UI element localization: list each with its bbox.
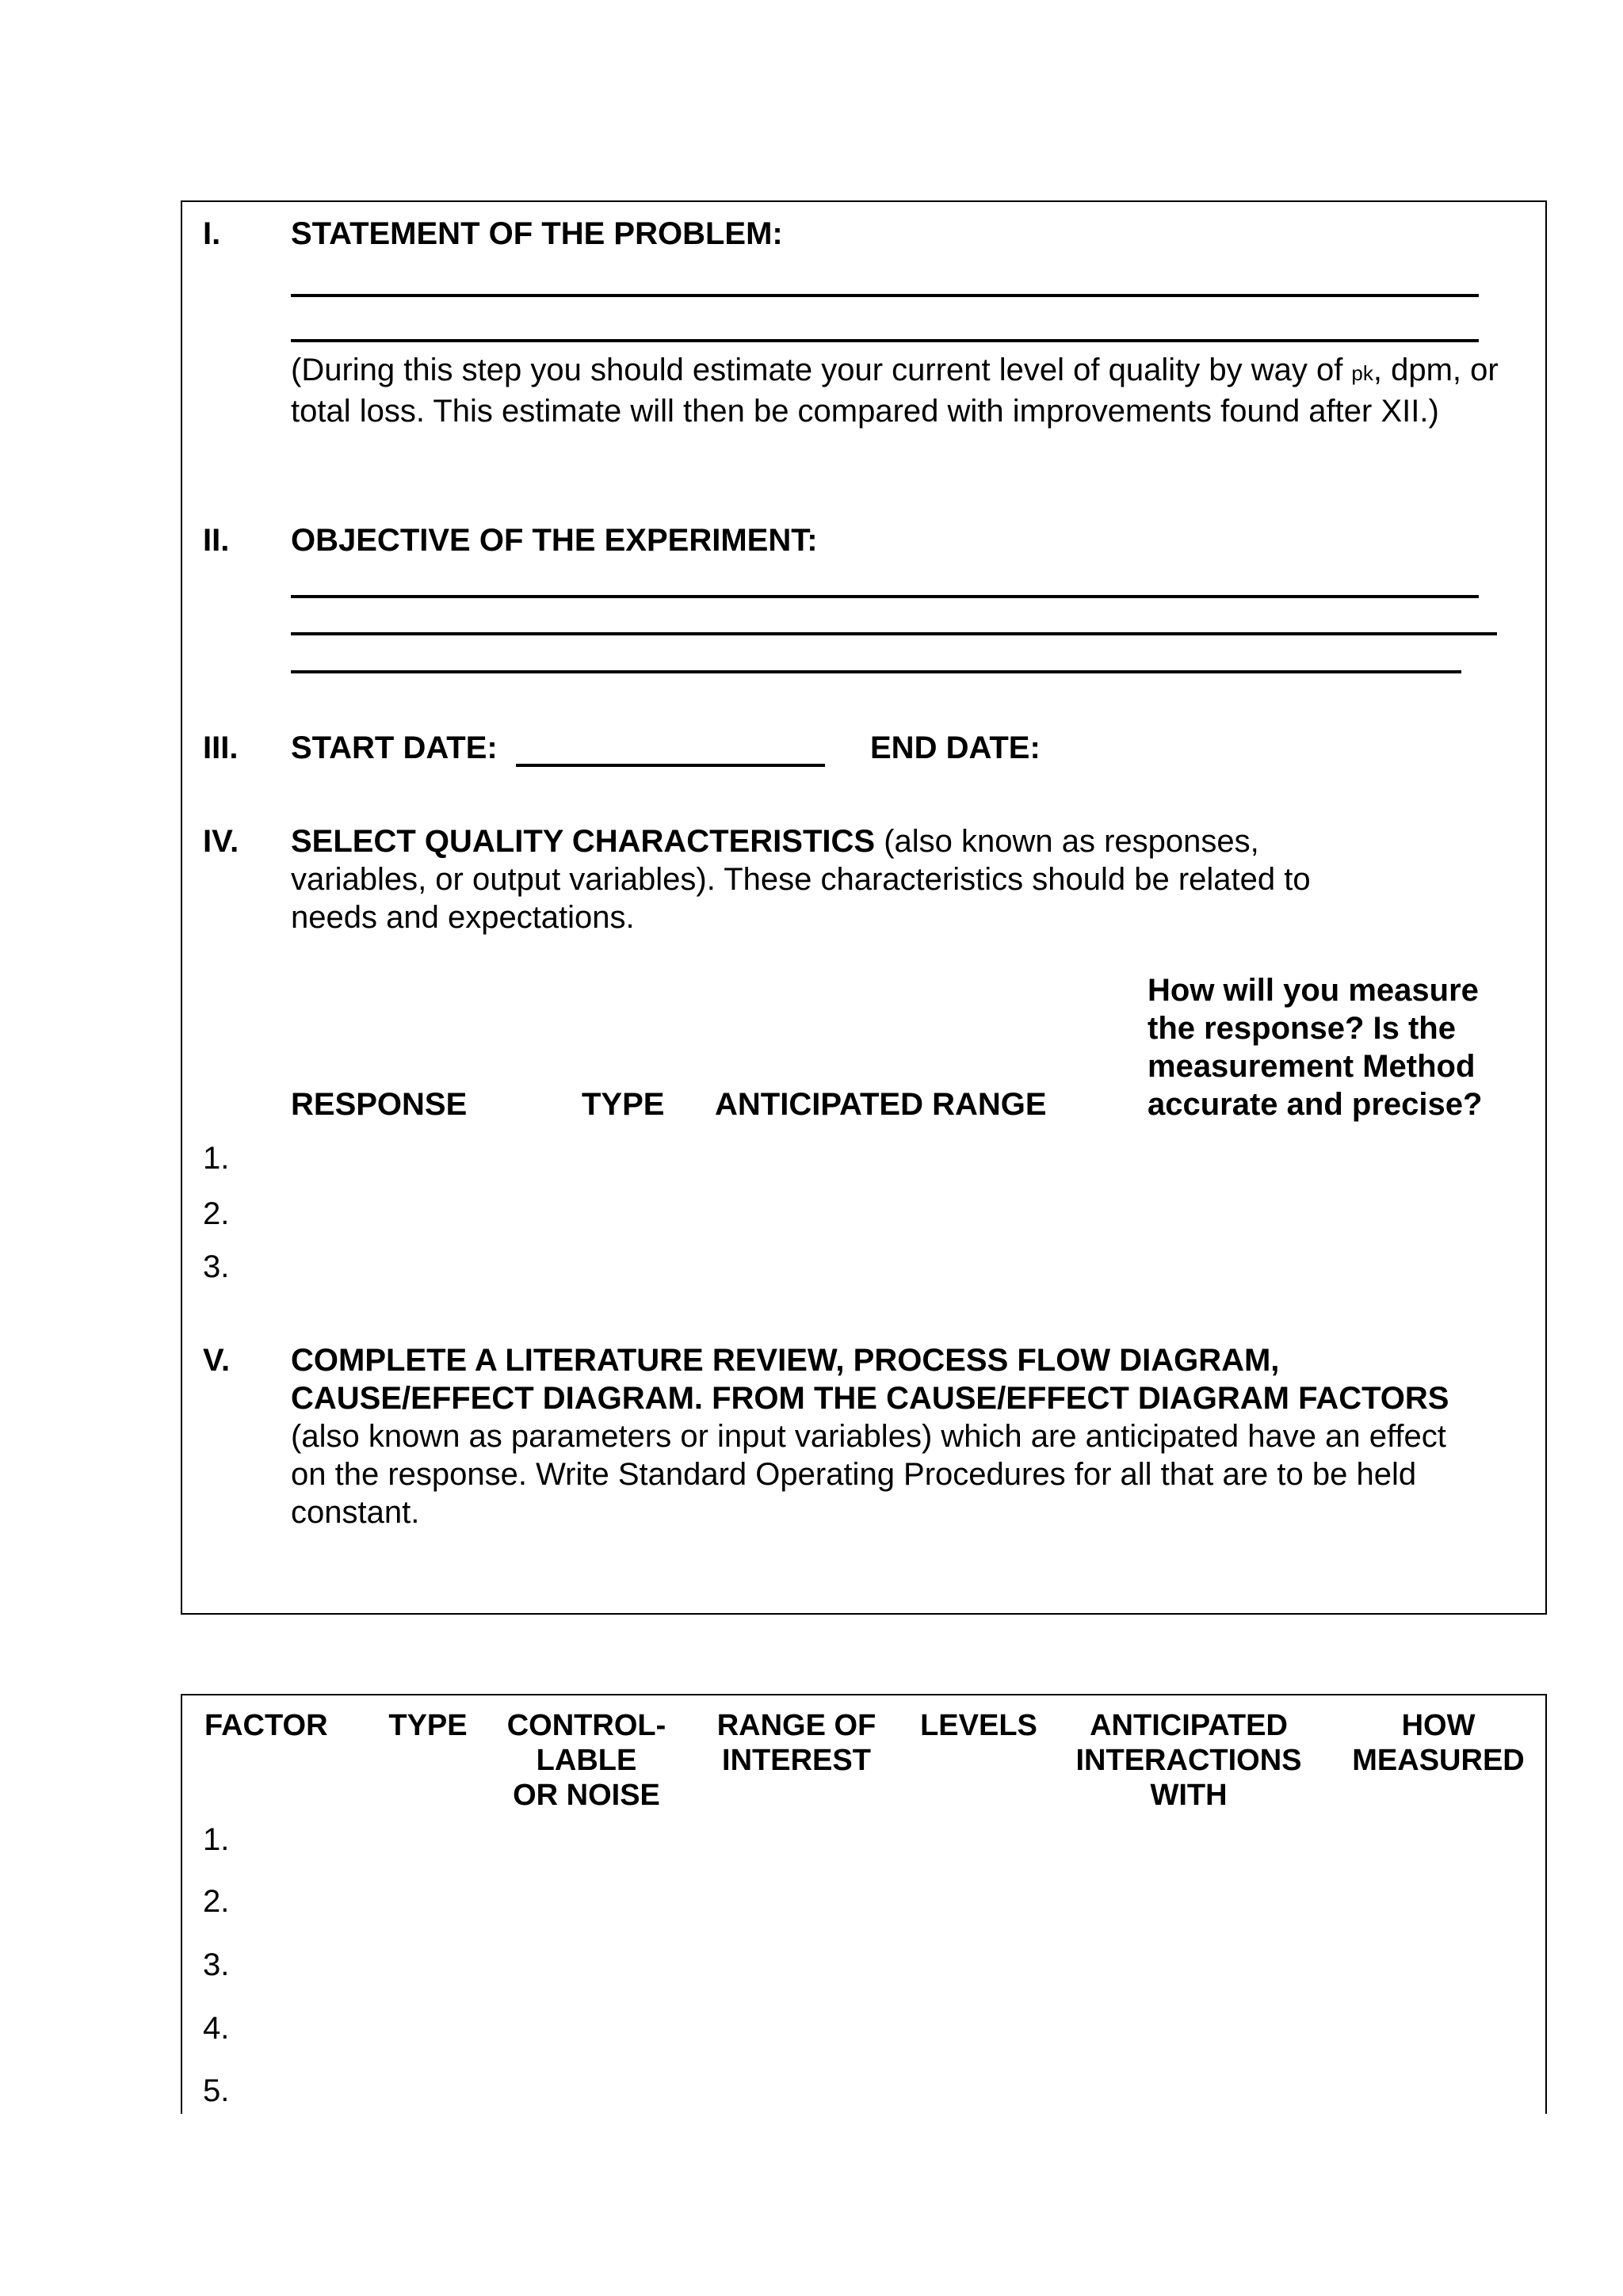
section1-note [291, 351, 1527, 430]
section1-note-part-b: , dpm, or total loss. This estimate will then be compared with improvements found after XII.) [291, 353, 1499, 429]
response-row-number: 3. [203, 1249, 230, 1284]
factor-table-header-levels: LEVELS [920, 1709, 1037, 1742]
section3-numeral: III. [203, 730, 239, 765]
response-row-number: 2. [203, 1196, 230, 1231]
section4-text: (also known as responses, variables, or output variables). These characteristics should be related to needs and expectations. [291, 824, 1311, 935]
objective-answer-line-2[interactable] [291, 632, 1497, 635]
section1-heading: STATEMENT OF THE PROBLEM: [291, 216, 783, 251]
factor-row-number: 1. [203, 1822, 230, 1857]
section4-heading: SELECT QUALITY CHARACTERISTICS [291, 824, 876, 859]
start-date-field[interactable] [516, 764, 825, 767]
section5-paragraph [291, 1341, 1464, 1531]
section4-numeral: IV. [203, 824, 239, 859]
section1-note-subscript: pk [1351, 361, 1373, 385]
end-date-label: END DATE: [870, 730, 1041, 765]
factor-table-header-factor: FACTOR [204, 1709, 328, 1742]
factor-table-header-type: TYPE [388, 1709, 468, 1742]
problem-answer-line-2[interactable] [291, 339, 1479, 342]
objective-answer-line-1[interactable] [291, 595, 1479, 598]
start-date-label: START DATE: [291, 730, 498, 765]
section2-numeral: II. [203, 523, 230, 558]
factor-row-number: 3. [203, 1947, 230, 1982]
factor-row-number: 2. [203, 1884, 230, 1919]
objective-answer-line-3[interactable] [291, 670, 1461, 673]
section4-paragraph [291, 822, 1369, 936]
section5-numeral: V. [203, 1343, 231, 1378]
factor-table-header-controllable: CONTROL- LABLE OR NOISE [506, 1709, 666, 1812]
section1-numeral: I. [203, 216, 221, 251]
column-header-type: TYPE [582, 1087, 665, 1122]
section5-heading: COMPLETE A LITERATURE REVIEW, PROCESS FLOW DIAGRAM, CAUSE/EFFECT DIAGRAM. FROM THE CAUSE/EFFECT DIAGRAM FACTORS [291, 1343, 1449, 1416]
problem-answer-line-1[interactable] [291, 294, 1479, 297]
column-header-anticipated-range: ANTICIPATED RANGE [715, 1087, 1047, 1122]
column-header-measure: How will you measure the response? Is the measurement Method accurate and precise? [1148, 973, 1483, 1122]
factor-table-header-how-measured: HOW MEASURED [1352, 1709, 1525, 1777]
factor-row-number: 4. [203, 2011, 230, 2046]
factor-row-number: 5. [203, 2073, 230, 2108]
section2-heading: OBJECTIVE OF THE EXPERIMENT: [291, 523, 818, 558]
section1-note-part-a: (During this step you should estimate your current level of quality by way of [291, 353, 1352, 387]
section5-text: (also known as parameters or input variables) which are anticipated have an effect on the response. Write Standard Operating Procedures for all that are to be held constant. [291, 1419, 1446, 1530]
column-header-response: RESPONSE [291, 1087, 468, 1122]
factor-table-header-range: RANGE OF INTEREST [716, 1709, 876, 1777]
response-row-number: 1. [203, 1141, 230, 1176]
factor-table-header-interactions: ANTICIPATED INTERACTIONS WITH [1075, 1709, 1302, 1812]
